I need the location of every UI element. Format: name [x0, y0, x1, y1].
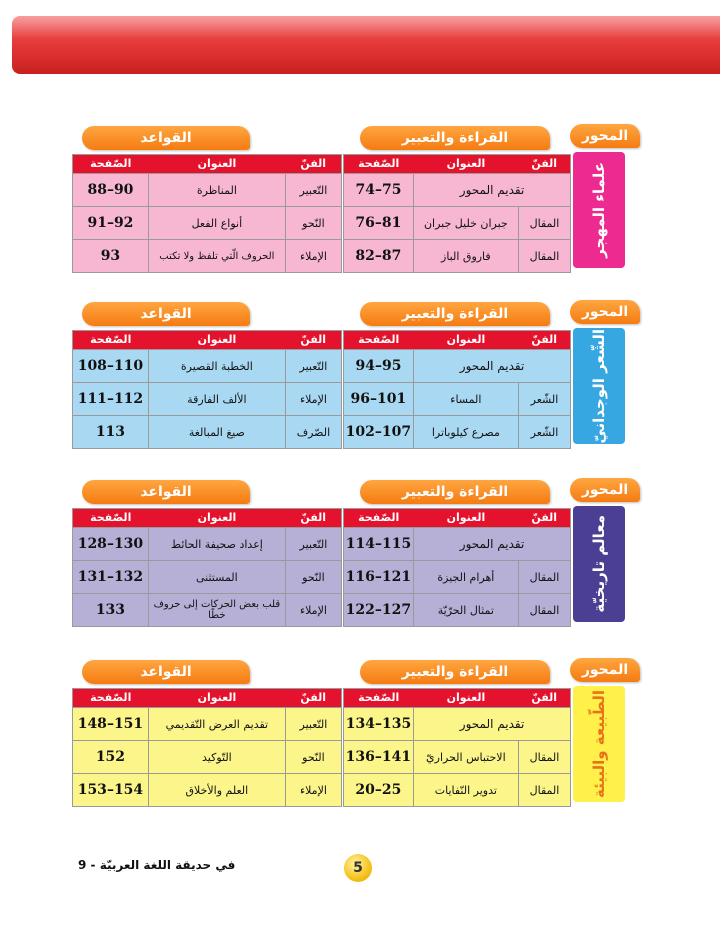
genre-cell: الإملاء	[285, 240, 341, 272]
genre-cell: المقال	[518, 774, 570, 806]
title-cell: أنواع الفعل	[148, 207, 285, 239]
column-header: الفنّ	[531, 157, 558, 170]
genre-cell: التّعبير	[285, 350, 341, 382]
table-row	[343, 350, 571, 383]
table-row	[343, 561, 571, 594]
title-cell: تقديم العرض التّقديمي	[148, 708, 285, 740]
rules-table	[72, 688, 342, 807]
axis-tab: المحور	[570, 658, 640, 682]
genre-cell: المقال	[518, 207, 570, 239]
table-row	[72, 594, 342, 627]
page-cell: 133	[95, 602, 126, 618]
merged-title-cell: تقديم المحور	[413, 174, 570, 206]
unit-section	[0, 126, 720, 276]
title-cell: الاحتباس الحراريّ	[413, 741, 518, 773]
page-cell: 75–74	[355, 182, 402, 198]
page-cell: 115–114	[345, 536, 412, 552]
column-header: الصّفحة	[358, 157, 400, 170]
axis-title: علماء المهجر	[590, 162, 608, 258]
page-cell: 107–102	[345, 424, 412, 440]
rules-tab: القواعد	[82, 302, 250, 326]
page-cell: 101–96	[350, 391, 407, 407]
page-cell: 152	[95, 749, 126, 765]
axis-title: معالم تاريخيّة	[590, 515, 608, 613]
page-cell: 110–108	[77, 358, 144, 374]
column-header: الفنّ	[300, 333, 327, 346]
genre-cell: المقال	[518, 561, 570, 593]
table-row	[72, 174, 342, 207]
genre-cell: التّعبير	[285, 528, 341, 560]
column-header: العنوان	[197, 511, 237, 524]
column-header: الصّفحة	[90, 157, 132, 170]
rules-tab: القواعد	[82, 480, 250, 504]
genre-cell: الإملاء	[285, 383, 341, 415]
page-cell: 95–94	[355, 358, 402, 374]
axis-box	[573, 152, 625, 268]
column-header: الفنّ	[300, 157, 327, 170]
reading-table	[343, 330, 571, 449]
table-row	[72, 528, 342, 561]
table-row	[72, 561, 342, 594]
unit-section	[0, 660, 720, 810]
page-cell: 25–20	[355, 782, 402, 798]
table-row	[343, 240, 571, 273]
axis-tab: المحور	[570, 300, 640, 324]
unit-section	[0, 302, 720, 452]
column-header: الصّفحة	[90, 691, 132, 704]
reading-table	[343, 508, 571, 627]
column-header: الصّفحة	[90, 511, 132, 524]
genre-cell: المقال	[518, 240, 570, 272]
page-cell: 132–131	[77, 569, 144, 585]
table-row	[72, 207, 342, 240]
table-row	[343, 383, 571, 416]
axis-title: الشّعر الوجدانيّ	[590, 328, 608, 444]
genre-cell: الإملاء	[285, 594, 341, 626]
genre-cell: الصّرف	[285, 416, 341, 448]
reading-tab: القراءة والتعبير	[360, 480, 550, 504]
table-row	[72, 350, 342, 383]
column-header: العنوان	[197, 157, 237, 170]
axis-tab: المحور	[570, 124, 640, 148]
genre-cell: المقال	[518, 594, 570, 626]
column-header: الصّفحة	[358, 511, 400, 524]
page-cell: 113	[95, 424, 126, 440]
reading-table-header	[343, 330, 571, 350]
rules-table-header	[72, 688, 342, 708]
reading-tab: القراءة والتعبير	[360, 660, 550, 684]
title-cell: العلم والأخلاق	[148, 774, 285, 806]
title-cell: الحروف الّتي تلفظ ولا تكتب	[148, 240, 285, 272]
title-cell: مصرع كيلوباترا	[413, 416, 518, 448]
genre-cell: النّحو	[285, 207, 341, 239]
title-cell: التّوكيد	[148, 741, 285, 773]
rules-tab: القواعد	[82, 660, 250, 684]
table-row	[343, 741, 571, 774]
title-cell: جبران خليل جبران	[413, 207, 518, 239]
table-row	[72, 240, 342, 273]
genre-cell: الشّعر	[518, 416, 570, 448]
title-cell: الألف الفارقة	[148, 383, 285, 415]
column-header: الفنّ	[531, 691, 558, 704]
title-cell: المساء	[413, 383, 518, 415]
page-cell: 112–111	[77, 391, 144, 407]
page-cell: 90–88	[87, 182, 134, 198]
title-cell: إعداد صحيفة الحائط	[148, 528, 285, 560]
genre-cell: النّحو	[285, 741, 341, 773]
genre-cell: النّحو	[285, 561, 341, 593]
table-row	[343, 594, 571, 627]
axis-title: الطّبيعة والبيئة	[590, 690, 608, 798]
rules-table	[72, 154, 342, 273]
reading-tab: القراءة والتعبير	[360, 126, 550, 150]
merged-title-cell: تقديم المحور	[413, 350, 570, 382]
rules-tab: القواعد	[82, 126, 250, 150]
column-header: الفنّ	[300, 691, 327, 704]
title-cell: أهرام الجيزة	[413, 561, 518, 593]
table-row	[72, 383, 342, 416]
page-cell: 81–76	[355, 215, 402, 231]
table-row	[72, 708, 342, 741]
column-header: العنوان	[446, 511, 486, 524]
genre-cell: الشّعر	[518, 383, 570, 415]
top-banner	[12, 16, 720, 74]
table-row	[343, 528, 571, 561]
table-row	[72, 741, 342, 774]
column-header: العنوان	[197, 333, 237, 346]
title-cell: تمثال الحرّيّة	[413, 594, 518, 626]
table-row	[343, 774, 571, 807]
page-cell: 151–148	[77, 716, 144, 732]
rules-table-header	[72, 330, 342, 350]
reading-table-header	[343, 154, 571, 174]
page-cell: 130–128	[77, 536, 144, 552]
book-title: في حديقة اللغة العربيّة - 9	[78, 858, 236, 872]
column-header: الصّفحة	[358, 333, 400, 346]
title-cell: المناظرة	[148, 174, 285, 206]
unit-section	[0, 480, 720, 630]
genre-cell: الإملاء	[285, 774, 341, 806]
table-row	[343, 416, 571, 449]
column-header: الفنّ	[300, 511, 327, 524]
page-cell: 87–82	[355, 248, 402, 264]
table-row	[72, 774, 342, 807]
rules-table-header	[72, 154, 342, 174]
page-cell: 135–134	[345, 716, 412, 732]
column-header: العنوان	[197, 691, 237, 704]
column-header: العنوان	[446, 691, 486, 704]
table-row	[343, 207, 571, 240]
axis-box	[573, 686, 625, 802]
axis-box	[573, 328, 625, 444]
column-header: العنوان	[446, 157, 486, 170]
column-header: الصّفحة	[90, 333, 132, 346]
reading-table-header	[343, 508, 571, 528]
title-cell: فاروق الباز	[413, 240, 518, 272]
column-header: العنوان	[446, 333, 486, 346]
reading-table	[343, 688, 571, 807]
rules-table	[72, 508, 342, 627]
page-cell: 92–91	[87, 215, 134, 231]
page-cell: 127–122	[345, 602, 412, 618]
title-cell: صيغ المبالغة	[148, 416, 285, 448]
reading-table-header	[343, 688, 571, 708]
rules-table-header	[72, 508, 342, 528]
column-header: الفنّ	[531, 511, 558, 524]
axis-box	[573, 506, 625, 622]
genre-cell: التّعبير	[285, 174, 341, 206]
reading-table	[343, 154, 571, 273]
merged-title-cell: تقديم المحور	[413, 708, 570, 740]
title-cell: تدوير النّفايات	[413, 774, 518, 806]
axis-tab: المحور	[570, 478, 640, 502]
column-header: الفنّ	[531, 333, 558, 346]
genre-cell: التّعبير	[285, 708, 341, 740]
genre-cell: المقال	[518, 741, 570, 773]
title-cell: المستثنى	[148, 561, 285, 593]
page-cell: 141–136	[345, 749, 412, 765]
table-row	[343, 708, 571, 741]
page-number: 5	[344, 854, 372, 882]
rules-table	[72, 330, 342, 449]
page-cell: 93	[100, 248, 121, 264]
table-row	[72, 416, 342, 449]
table-row	[343, 174, 571, 207]
title-cell: الخطبة القصيرة	[148, 350, 285, 382]
page-cell: 154–153	[77, 782, 144, 798]
reading-tab: القراءة والتعبير	[360, 302, 550, 326]
page-cell: 121–116	[345, 569, 412, 585]
merged-title-cell: تقديم المحور	[413, 528, 570, 560]
column-header: الصّفحة	[358, 691, 400, 704]
title-cell: قلب بعض الحركات إلى حروف خطًا	[148, 594, 285, 626]
